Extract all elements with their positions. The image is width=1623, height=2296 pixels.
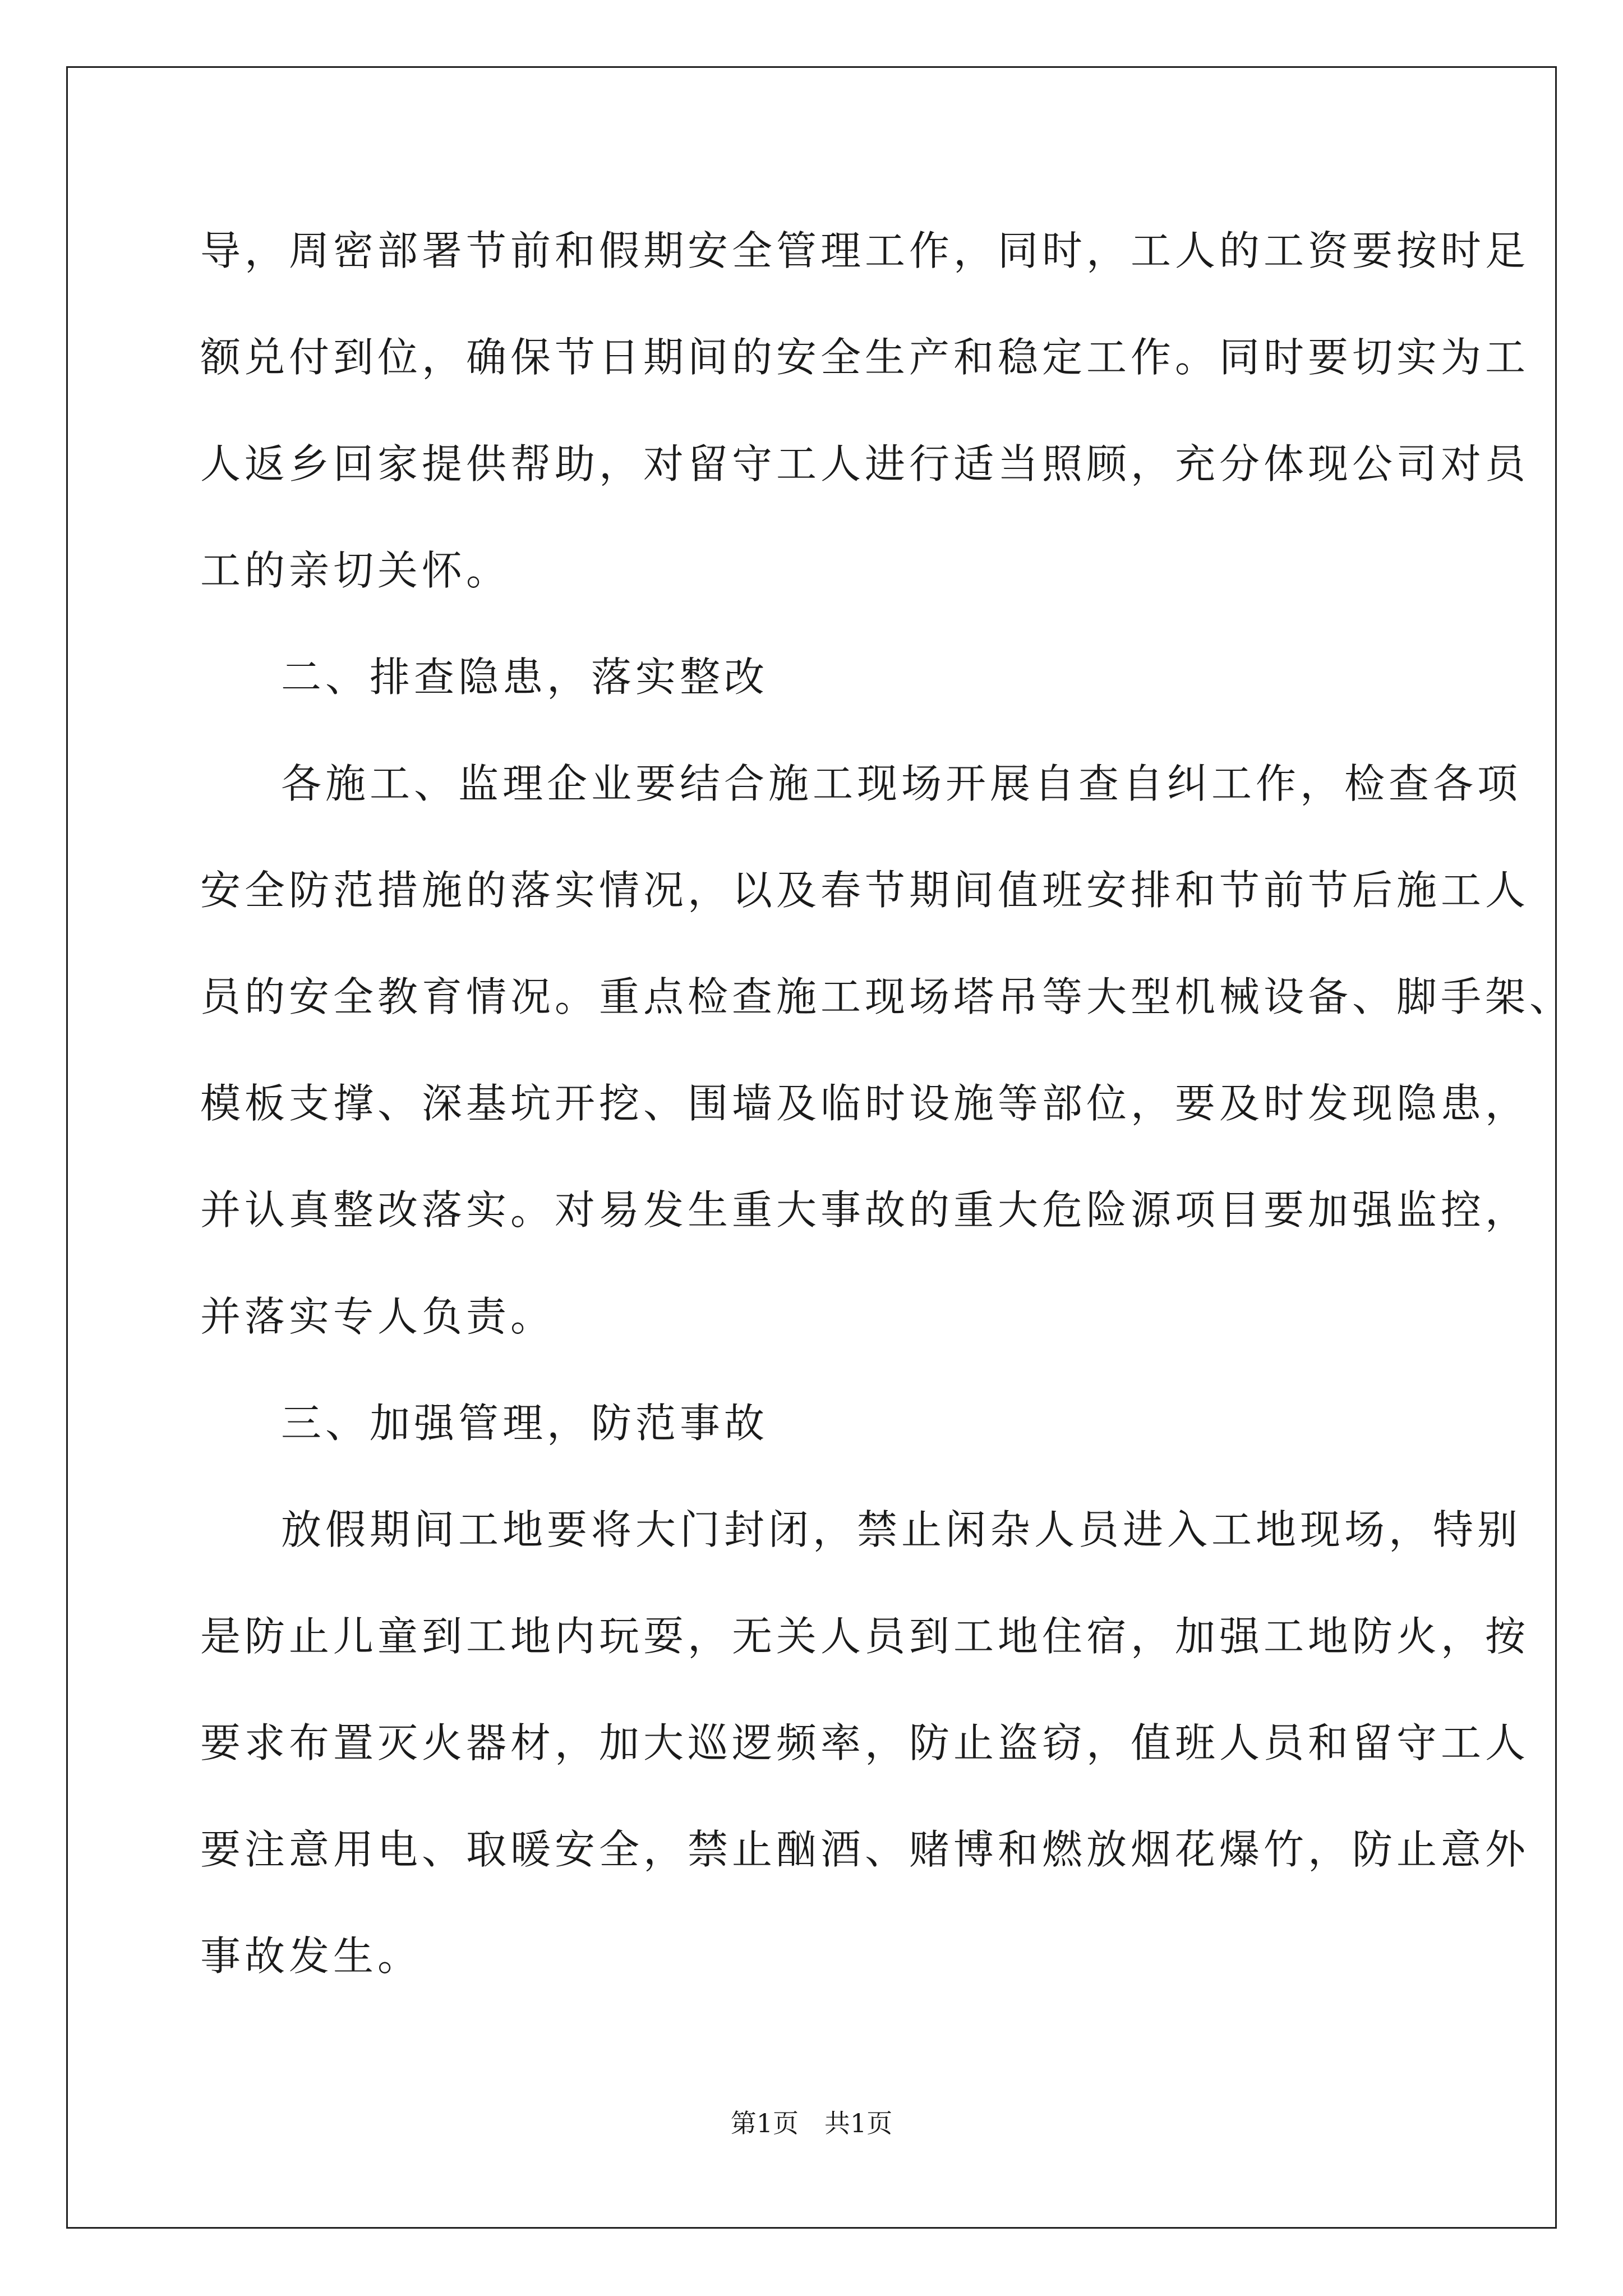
text-line: 放假期间工地要将大门封闭，禁止闲杂人员进入工地现场，特别 <box>281 1506 1522 1553</box>
text-line: 安全防范措施的落实情况，以及春节期间值班安排和节前节后施工人 <box>200 867 1530 914</box>
section-heading: 二、排查隐患，落实整改 <box>281 654 769 701</box>
text-line: 工的亲切关怀。 <box>200 547 511 594</box>
text-line: 模板支撑、深基坑开挖、围墙及临时设施等部位，要及时发现隐患， <box>200 1080 1530 1127</box>
text-line: 要注意用电、取暖安全，禁止酗酒、赌博和燃放烟花爆竹，防止意外 <box>200 1826 1530 1873</box>
text-line: 要求布置灭火器材，加大巡逻频率，防止盗窃，值班人员和留守工人 <box>200 1719 1530 1766</box>
text-line: 各施工、监理企业要结合施工现场开展自查自纠工作，检查各项 <box>281 760 1522 807</box>
text-line: 员的安全教育情况。重点检查施工现场塔吊等大型机械设备、脚手架、 <box>200 973 1574 1020</box>
text-line: 是防止儿童到工地内玩耍，无关人员到工地住宿，加强工地防火，按 <box>200 1613 1530 1660</box>
page-frame <box>66 66 1557 2229</box>
text-line: 人返乡回家提供帮助，对留守工人进行适当照顾，充分体现公司对员 <box>200 440 1530 487</box>
text-line: 额兑付到位，确保节日期间的安全生产和稳定工作。同时要切实为工 <box>200 334 1530 381</box>
text-line: 事故发生。 <box>200 1932 422 1980</box>
text-line: 并落实专人负责。 <box>200 1293 555 1340</box>
text-line: 导，周密部署节前和假期安全管理工作，同时，工人的工资要按时足 <box>200 227 1530 274</box>
text-line: 并认真整改落实。对易发生重大事故的重大危险源项目要加强监控， <box>200 1186 1530 1234</box>
page-footer: 第1页 共1页 <box>730 2108 893 2138</box>
section-heading: 三、加强管理，防范事故 <box>281 1400 769 1447</box>
